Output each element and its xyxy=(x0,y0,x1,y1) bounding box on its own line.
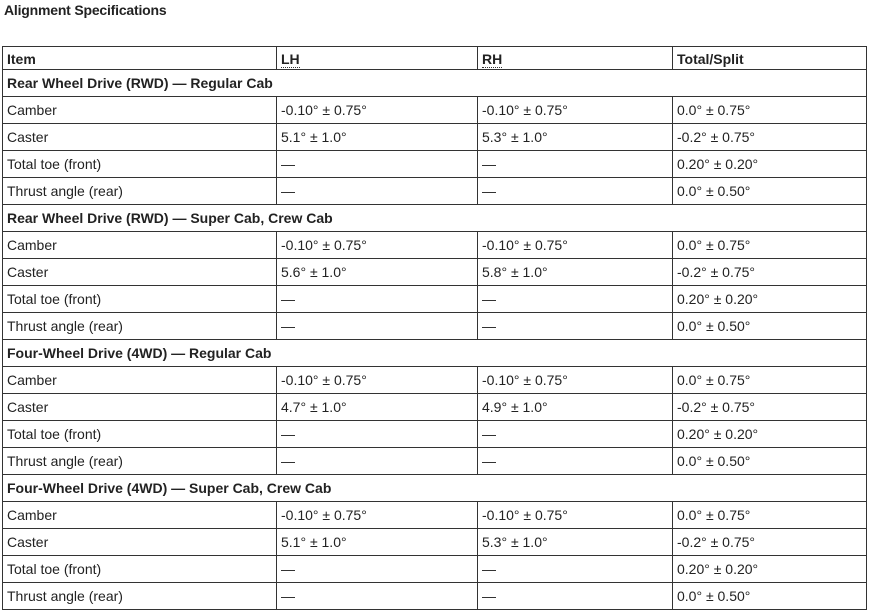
header-lh xyxy=(277,47,478,70)
table-row xyxy=(3,583,867,610)
table-row xyxy=(3,259,867,286)
cell-rh: 4.9° ± 1.0° xyxy=(478,394,673,421)
table-row xyxy=(3,124,867,151)
cell-item: Camber xyxy=(3,502,277,529)
cell-item: Total toe (front) xyxy=(3,421,277,448)
cell-rh: — xyxy=(478,556,673,583)
header-rh xyxy=(478,47,673,70)
cell-rh: — xyxy=(478,313,673,340)
cell-lh: 4.7° ± 1.0° xyxy=(277,394,478,421)
cell-item: Thrust angle (rear) xyxy=(3,178,277,205)
cell-total-split: -0.2° ± 0.75° xyxy=(673,529,867,556)
cell-total-split: 0.0° ± 0.50° xyxy=(673,178,867,205)
cell-lh: -0.10° ± 0.75° xyxy=(277,502,478,529)
cell-item: Total toe (front) xyxy=(3,556,277,583)
cell-item: Total toe (front) xyxy=(3,286,277,313)
cell-item: Caster xyxy=(3,259,277,286)
cell-item: Camber xyxy=(3,367,277,394)
group-header-row xyxy=(3,205,867,232)
cell-rh: -0.10° ± 0.75° xyxy=(478,232,673,259)
table-row xyxy=(3,367,867,394)
cell-total-split: -0.2° ± 0.75° xyxy=(673,259,867,286)
cell-total-split: 0.0° ± 0.75° xyxy=(673,367,867,394)
table-row xyxy=(3,502,867,529)
table-row xyxy=(3,313,867,340)
cell-rh: 5.8° ± 1.0° xyxy=(478,259,673,286)
header-item: Item xyxy=(3,47,277,70)
group-header-row xyxy=(3,340,867,367)
group-title: Rear Wheel Drive (RWD) — Super Cab, Crew Cab xyxy=(3,205,867,232)
cell-total-split: 0.0° ± 0.75° xyxy=(673,97,867,124)
alignment-spec-table xyxy=(2,46,867,610)
cell-total-split: 0.0° ± 0.50° xyxy=(673,313,867,340)
cell-rh: — xyxy=(478,178,673,205)
cell-total-split: 0.0° ± 0.50° xyxy=(673,448,867,475)
cell-total-split: -0.2° ± 0.75° xyxy=(673,124,867,151)
table-body xyxy=(3,70,867,610)
cell-total-split: 0.0° ± 0.75° xyxy=(673,502,867,529)
group-title: Four-Wheel Drive (4WD) — Regular Cab xyxy=(3,340,867,367)
cell-lh: — xyxy=(277,448,478,475)
cell-total-split: -0.2° ± 0.75° xyxy=(673,394,867,421)
cell-total-split: 0.20° ± 0.20° xyxy=(673,556,867,583)
cell-rh: 5.3° ± 1.0° xyxy=(478,529,673,556)
cell-lh: — xyxy=(277,556,478,583)
group-title: Four-Wheel Drive (4WD) — Super Cab, Crew Cab xyxy=(3,475,867,502)
cell-item: Thrust angle (rear) xyxy=(3,583,277,610)
cell-item: Camber xyxy=(3,97,277,124)
cell-item: Thrust angle (rear) xyxy=(3,448,277,475)
table-row xyxy=(3,97,867,124)
group-title: Rear Wheel Drive (RWD) — Regular Cab xyxy=(3,70,867,97)
cell-item: Caster xyxy=(3,124,277,151)
header-lh-label: LH xyxy=(281,51,300,67)
cell-rh: — xyxy=(478,448,673,475)
group-header-row xyxy=(3,70,867,97)
cell-rh: -0.10° ± 0.75° xyxy=(478,97,673,124)
table-row xyxy=(3,232,867,259)
cell-total-split: 0.20° ± 0.20° xyxy=(673,421,867,448)
table-row xyxy=(3,529,867,556)
header-rh-label: RH xyxy=(482,51,503,67)
header-total-split: Total/Split xyxy=(673,47,867,70)
group-header-row xyxy=(3,475,867,502)
header-row xyxy=(3,47,867,70)
cell-item: Caster xyxy=(3,394,277,421)
cell-rh: — xyxy=(478,421,673,448)
cell-lh: -0.10° ± 0.75° xyxy=(277,232,478,259)
table-row xyxy=(3,286,867,313)
cell-item: Thrust angle (rear) xyxy=(3,313,277,340)
cell-total-split: 0.0° ± 0.50° xyxy=(673,583,867,610)
cell-rh: -0.10° ± 0.75° xyxy=(478,367,673,394)
cell-item: Caster xyxy=(3,529,277,556)
table-row xyxy=(3,448,867,475)
cell-rh: 5.3° ± 1.0° xyxy=(478,124,673,151)
cell-lh: — xyxy=(277,583,478,610)
cell-total-split: 0.0° ± 0.75° xyxy=(673,232,867,259)
cell-rh: — xyxy=(478,286,673,313)
cell-item: Total toe (front) xyxy=(3,151,277,178)
table-row xyxy=(3,421,867,448)
cell-lh: — xyxy=(277,313,478,340)
cell-rh: — xyxy=(478,151,673,178)
cell-lh: -0.10° ± 0.75° xyxy=(277,367,478,394)
cell-rh: -0.10° ± 0.75° xyxy=(478,502,673,529)
cell-total-split: 0.20° ± 0.20° xyxy=(673,151,867,178)
table-row xyxy=(3,178,867,205)
table-row xyxy=(3,556,867,583)
page-title: Alignment Specifications xyxy=(4,2,167,18)
cell-item: Camber xyxy=(3,232,277,259)
cell-lh: 5.1° ± 1.0° xyxy=(277,529,478,556)
cell-lh: 5.6° ± 1.0° xyxy=(277,259,478,286)
cell-lh: — xyxy=(277,286,478,313)
cell-lh: — xyxy=(277,151,478,178)
cell-rh: — xyxy=(478,583,673,610)
cell-lh: -0.10° ± 0.75° xyxy=(277,97,478,124)
cell-lh: — xyxy=(277,421,478,448)
cell-lh: 5.1° ± 1.0° xyxy=(277,124,478,151)
cell-lh: — xyxy=(277,178,478,205)
cell-total-split: 0.20° ± 0.20° xyxy=(673,286,867,313)
table-row xyxy=(3,394,867,421)
table-row xyxy=(3,151,867,178)
